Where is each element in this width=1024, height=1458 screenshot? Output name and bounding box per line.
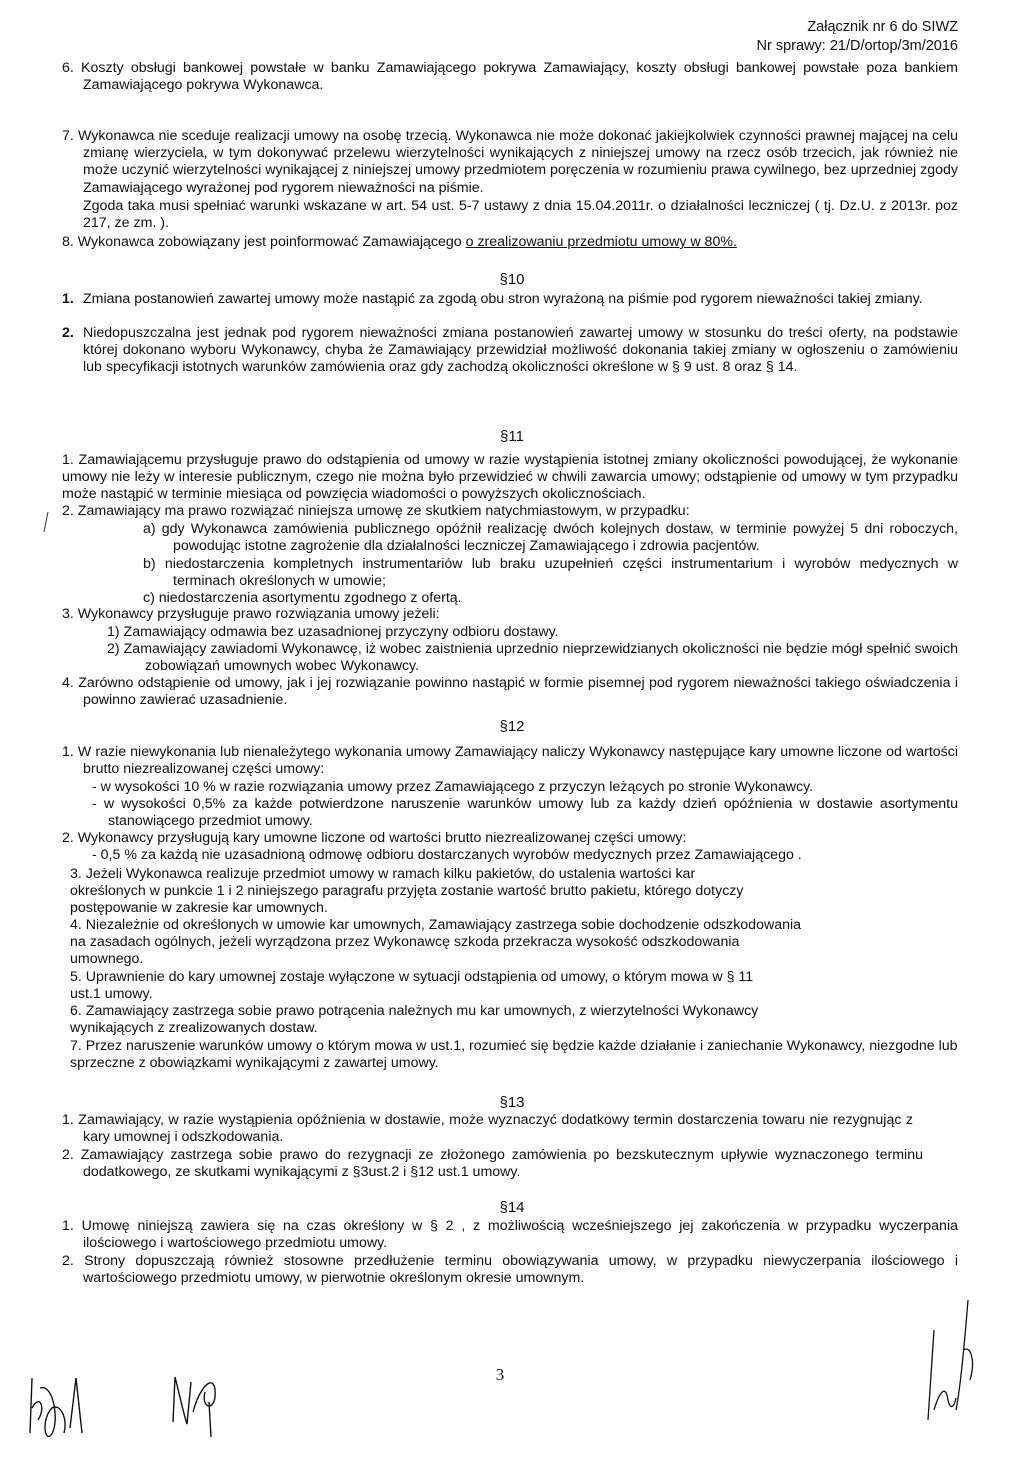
section-14-title: §14 bbox=[499, 1199, 525, 1216]
section-12-title: §12 bbox=[499, 718, 525, 735]
clause-11-2-c: c) niedostarczenia asortymentu zgodnego z ofertą. bbox=[143, 590, 462, 606]
signature-initials-middle bbox=[165, 1352, 235, 1442]
clause-11-2: 2. Zamawiający ma prawo rozwiązać niniejsza umowę ze skutkiem natychmiastowym, w przypadku: bbox=[62, 503, 690, 519]
signature-initials-left bbox=[20, 1348, 100, 1448]
clause-11-4: 4. Zarówno odstąpienie od umowy, jak i jej rozwiązanie powinno nastąpić w formie pisemnej pod rygorem nieważności takiego oświadczenia i powinno zawierać uzasadnienie. bbox=[62, 675, 958, 709]
page-number: 3 bbox=[495, 1365, 505, 1384]
clause-13-2: 2. Zamawiający zastrzega sobie prawo do rezygnacji ze złożonego zamówienia po bezskutecznym upływie wyznaczonego terminu dodatkowego, ze skutkami wynikającymi z §3ust.2 i §12 ust.1 umowy. bbox=[62, 1147, 923, 1181]
clause-12-1: 1. W razie niewykonania lub nienależytego wykonania umowy Zamawiający naliczy Wykonawcy następujące kary umowne liczone od wartości brutto niezrealizowanej części umowy: bbox=[62, 744, 958, 778]
clause-12-5: 5. Uprawnienie do kary umownej zostaje wyłączone w sytuacji odstąpienia od umowy, o którym mowa w § 11 ust.1 umowy. bbox=[70, 969, 754, 1003]
clause-11-3-1: 1) Zamawiający odmawia bez uzasadnionej przyczyny odbioru dostawy. bbox=[107, 624, 559, 640]
section-13-title: §13 bbox=[499, 1094, 525, 1111]
clause-11-2-a: a) gdy Wykonawca zamówienia publicznego opóźnił realizację dwóch kolejnych dostaw, w terminie powyżej 5 dni roboczych, powodując istotne zagrożenie dla działalności leczniczej Zamawiającego i zdrowia pacjentów. bbox=[143, 521, 958, 555]
clause-14-2: 2. Strony dopuszczają również stosowne przedłużenie terminu obowiązywania umowy, w przypadku niewyczerpania ilościowego i wartościowego przedmiotu umowy, w pierwotnie określonym okresie umownym. bbox=[62, 1253, 958, 1287]
attachment-label: Załącznik nr 6 do SIWZ bbox=[807, 19, 958, 35]
clause-12-1-dash2: - w wysokości 0,5% za każde potwierdzone naruszenie warunków umowy lub za każdy dzień opóźnienia w dostawie asortymentu stanowiącego przedmiot umowy. bbox=[92, 796, 958, 830]
clause-11-2-b: b) niedostarczenia kompletnych instrumentariów lub braku uzupełnień części instrumentarium i wyrobów medycznych w terminach określonych w umowie; bbox=[143, 556, 958, 590]
clause-12-2: 2. Wykonawcy przysługują kary umowne liczone od wartości brutto niezrealizowanej części umowy: bbox=[62, 830, 687, 846]
margin-mark bbox=[40, 510, 52, 534]
clause-9-6: 6. Koszty obsługi bankowej powstałe w banku Zamawiającego pokrywa Zamawiający, koszty obsługi bankowej powstałe poza bankiem Zamawiającego pokrywa Wykonawca. bbox=[62, 60, 958, 94]
clause-12-7: 7. Przez naruszenie warunków umowy o którym mowa w ust.1, rozumieć się będzie każde działanie i zaniechanie Wykonawcy, niezgodne lub sprzeczne z obowiązkami wynikającymi z zawartej umowy. bbox=[70, 1038, 958, 1072]
clause-9-8: 8. Wykonawca zobowiązany jest poinformować Zamawiającego o zrealizowaniu przedmiotu umowy w 80%. bbox=[62, 234, 737, 250]
case-number: Nr sprawy: 21/D/ortop/3m/2016 bbox=[756, 38, 958, 54]
clause-11-3: 3. Wykonawcy przysługuje prawo rozwiązania umowy jeżeli: bbox=[62, 606, 440, 622]
clause-12-4: 4. Niezależnie od określonych w umowie kar umownych, Zamawiający zastrzega sobie dochodzenie odszkodowania na zasadach ogólnych, jeżeli wyrządzona przez Wykonawcę szkoda przekracza wysokość odszkodowania umownego. bbox=[70, 917, 802, 968]
clause-12-6: 6. Zamawiający zastrzega sobie prawo potrącenia należnych mu kar umownych, z wierzytelności Wykonawcy wynikających z zrealizowanych dostaw. bbox=[70, 1003, 759, 1037]
section-10-title: §10 bbox=[499, 271, 525, 288]
clause-12-3: 3. Jeżeli Wykonawca realizuje przedmiot umowy w ramach kilku pakietów, do ustalenia wartości kar określonych w punkcie 1 i 2 niniejszego paragrafu przyjęta zostanie wartość brutto pakietu, którego dotyczy postępowanie w zakresie kar umownych. bbox=[70, 866, 744, 917]
signature-initials-right bbox=[920, 1290, 980, 1430]
clause-12-1-dash1: - w wysokości 10 % w razie rozwiązania umowy przez Zamawiającego z przyczyn leżących po stronie Wykonawcy. bbox=[92, 779, 814, 795]
clause-10-2: 2. Niedopuszczalna jest jednak pod rygorem nieważności zmiana postanowień zawartej umowy w stosunku do treści oferty, na podstawie której dokonano wyboru Wykonawcy, chyba że Zamawiający przewidział możliwość dokonania takiej zmiany w ogłoszeniu o zamówieniu lub specyfikacji istotnych warunków zamówienia oraz gdy zachodzą okoliczności określone w § 9 ust. 8 oraz § 14. bbox=[62, 325, 958, 376]
clause-10-1: 1. Zmiana postanowień zawartej umowy może nastąpić za zgodą obu stron wyrażoną na piśmie pod rygorem nieważności takiej zmiany. bbox=[62, 291, 923, 307]
clause-12-2-dash: - 0,5 % za każdą nie uzasadnioną odmowę odbioru dostarczanych wyrobów medycznych przez Zamawiającego . bbox=[92, 847, 802, 863]
clause-11-1: 1. Zamawiającemu przysługuje prawo do odstąpienia od umowy w razie wystąpienia istotnej zmiany okoliczności powodującej, że wykonanie umowy nie leży w interesie publicznym, czego nie można było przewidzieć w chwili zawarcia umowy; odstąpienie od umowy w tym przypadku może nastąpić w terminie miesiąca od powzięcia wiadomości o powyższych okolicznościach. bbox=[62, 452, 958, 503]
clause-9-7: 7. Wykonawca nie sceduje realizacji umowy na osobę trzecią. Wykonawca nie może dokonać jakiejkolwiek czynności prawnej mającej na celu zmianę wierzyciela, w tym dokonywać przelewu wierzytelności wynikających z niniejszej umowy na rzecz osób trzecich, jak również nie może uczynić wierzytelności wynikającej z niniejszej umowy przedmiotem poręczenia w rozumieniu prawa cywilnego, bez uprzedniej zgody Zamawiającego wyrażonej pod rygorem nieważności na piśmie. bbox=[62, 128, 958, 196]
clause-14-1: 1. Umowę niniejszą zawiera się na czas określony w § 2 , z możliwością wcześniejszego jej zakończenia w przypadku wyczerpania ilościowego i wartościowego przedmiotu umowy. bbox=[62, 1218, 958, 1252]
section-11-title: §11 bbox=[500, 428, 524, 445]
clause-13-1: 1. Zamawiający, w razie wystąpienia opóźnienia w dostawie, może wyznaczyć dodatkowy termin dostarczenia towaru nie rezygnując z kary umownej i odszkodowania. bbox=[62, 1112, 913, 1146]
clause-9-7-consent: Zgoda taka musi spełniać warunki wskazane w art. 54 ust. 5-7 ustawy z dnia 15.04.2011r. o działalności leczniczej ( tj. Dz.U. z 2013r. poz 217, ze zm. ). bbox=[83, 198, 958, 232]
clause-11-3-2: 2) Zamawiający zawiadomi Wykonawcę, iż wobec zaistnienia uprzednio nieprzewidzianych okoliczności nie będzie mógł spełnić swoich zobowiązań umownych wobec Wykonawcy. bbox=[107, 641, 958, 675]
